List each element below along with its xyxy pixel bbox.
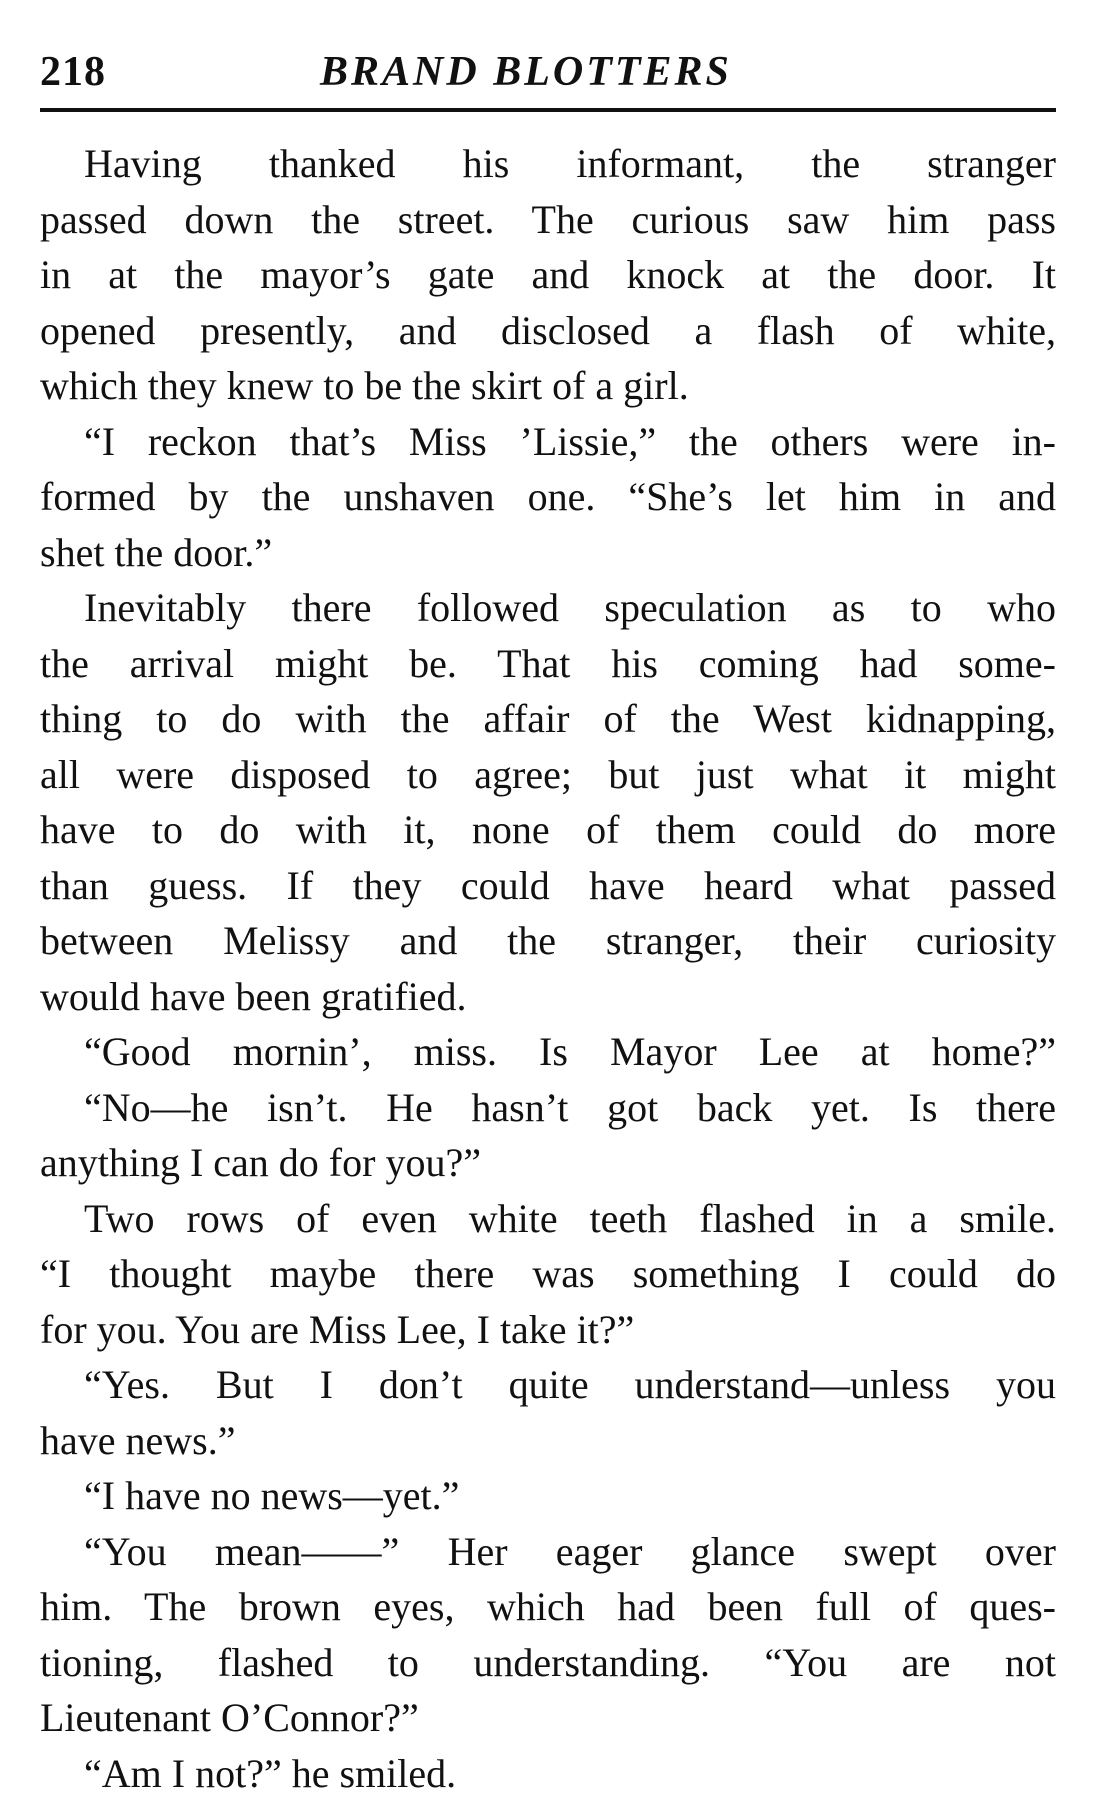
text-line: would have been gratified. <box>40 973 467 1019</box>
text-line: all were disposed to agree; but just what it might <box>40 751 1056 797</box>
book-page <box>40 0 1056 1817</box>
text-line: Having thanked his informant, the stranger <box>84 141 1056 186</box>
text-line: between Melissy and the stranger, their curiosity <box>40 918 1056 963</box>
running-title: BRAND BLOTTERS <box>320 49 732 95</box>
text-line: “Yes. But I don’t quite understand—unless you <box>84 1362 1056 1407</box>
text-line: in at the mayor’s gate and knock at the door. It <box>40 252 1056 297</box>
text-line: the arrival might be. That his coming had some- <box>40 640 1056 686</box>
text-line: him. The brown eyes, which had been full of ques- <box>40 1584 1056 1629</box>
text-line: “I reckon that’s Miss ’Lissie,” the others were in- <box>84 418 1056 464</box>
header-rule <box>40 108 1056 112</box>
body-text <box>40 136 1056 1801</box>
text-line: Inevitably there followed speculation as to who <box>84 585 1056 630</box>
text-line: formed by the unshaven one. “She’s let him in and <box>40 474 1056 519</box>
text-line: “Good mornin’, miss. Is Mayor Lee at home?” <box>84 1029 1056 1074</box>
text-line: which they knew to be the skirt of a girl. <box>40 363 689 408</box>
text-line: Two rows of even white teeth flashed in a smile. <box>84 1195 1056 1241</box>
text-line: passed down the street. The curious saw him pass <box>40 196 1056 242</box>
text-line: “Am I not?” he smiled. <box>84 1750 457 1796</box>
text-line: “You mean——” Her eager glance swept over <box>84 1528 1056 1574</box>
text-line: tioning, flashed to understanding. “You are not <box>40 1639 1056 1685</box>
text-line: “No—he isn’t. He hasn’t got back yet. Is there <box>84 1084 1056 1130</box>
text-line: “I have no news—yet.” <box>84 1473 460 1518</box>
text-line: anything I can do for you?” <box>40 1140 481 1185</box>
text-line: have to do with it, none of them could do more <box>40 807 1056 852</box>
text-line: thing to do with the affair of the West kidnapping, <box>40 696 1056 741</box>
page-number: 218 <box>40 49 106 95</box>
text-line: for you. You are Miss Lee, I take it?” <box>40 1306 635 1352</box>
text-line: have news.” <box>40 1417 236 1463</box>
running-head <box>40 48 1056 108</box>
text-line: “I thought maybe there was something I could do <box>40 1251 1056 1296</box>
text-line: than guess. If they could have heard what passed <box>40 862 1056 908</box>
text-line: opened presently, and disclosed a flash of white, <box>40 307 1056 353</box>
text-line: shet the door.” <box>40 529 273 575</box>
text-line: Lieutenant O’Connor?” <box>40 1695 419 1740</box>
